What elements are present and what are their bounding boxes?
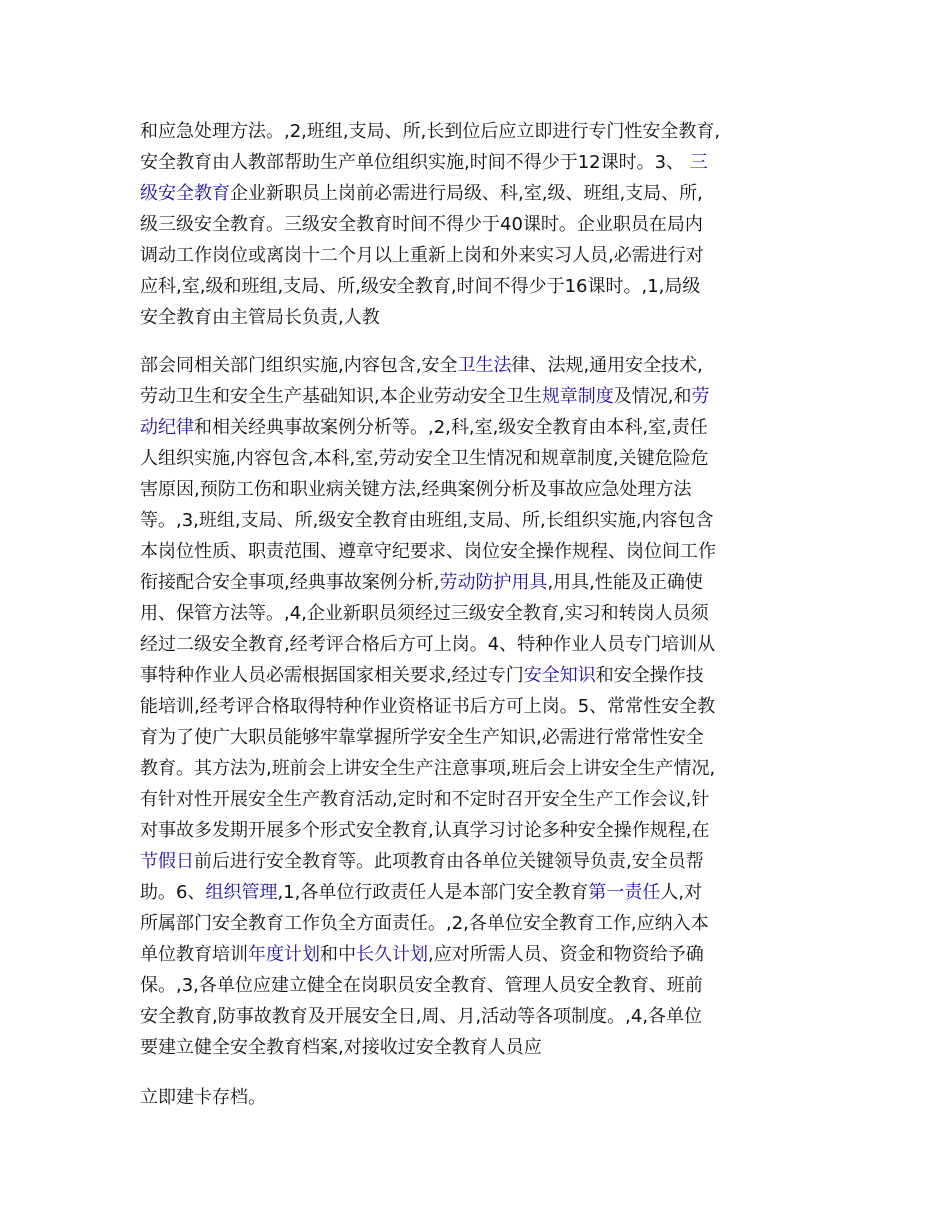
inline-link[interactable]: 动纪律	[140, 417, 194, 438]
paragraph-3	[140, 1082, 812, 1113]
text-line	[140, 846, 812, 877]
inline-link[interactable]: 组织管理	[205, 882, 278, 903]
inline-link[interactable]: 规章制度	[541, 386, 614, 407]
text-segment: ,用具,性能及正确使	[547, 572, 703, 593]
paragraph-1	[140, 116, 812, 333]
text-segment: 能培训,经考评合格取得特种作业资格证书后方可上岗。5、常常性安全教	[140, 696, 716, 717]
text-segment: 害原因,预防工伤和职业病关键方法,经典案例分析及事故应急处理方法	[140, 479, 692, 500]
text-line	[140, 443, 812, 474]
inline-link[interactable]: 年度计划	[248, 944, 320, 965]
text-segment: 企业新职员上岗前必需进行局级、科,室,级、班组,支局、所,	[230, 183, 703, 204]
text-line	[140, 350, 812, 381]
text-segment: 经过二级安全教育,经考评合格后方可上岗。4、特种作业人员专门培训从	[140, 634, 716, 655]
text-line	[140, 753, 812, 784]
text-line	[140, 178, 812, 209]
text-line	[140, 660, 812, 691]
text-segment: 安全教育由主管局长负责,人教	[140, 307, 380, 328]
text-segment: 保。,3,各单位应建立健全在岗职员安全教育、管理人员安全教育、班前	[140, 975, 703, 996]
inline-link[interactable]: 卫生法	[457, 355, 512, 376]
text-segment: 事特种作业人员必需根据国家相关要求,经过专门	[140, 665, 524, 686]
text-line	[140, 877, 812, 908]
text-line	[140, 302, 812, 333]
text-segment: 人,对	[660, 882, 703, 903]
text-segment: 本岗位性质、职责范围、遵章守纪要求、岗位安全操作规程、岗位间工作	[140, 541, 716, 562]
inline-link[interactable]: 节假日	[140, 851, 194, 872]
text-segment: 所属部门安全教育工作负全方面责任。,2,各单位安全教育工作,应纳入本	[140, 913, 709, 934]
text-line	[140, 908, 812, 939]
inline-link[interactable]: 劳	[691, 386, 710, 407]
text-segment: 及情况,和	[613, 386, 692, 407]
text-segment: 有针对性开展安全生产教育活动,定时和不定时召开安全生产工作会议,针	[140, 789, 710, 810]
text-line	[140, 598, 812, 629]
inline-link[interactable]: 级安全教育	[140, 183, 230, 204]
text-line	[140, 505, 812, 536]
text-line	[140, 240, 812, 271]
text-segment: 安全教育,防事故教育及开展安全日,周、月,活动等各项制度。,4,各单位	[140, 1006, 703, 1027]
text-line	[140, 1001, 812, 1032]
text-segment: 安全教育由人教部帮助生产单位组织实施,时间不得少于12课时。3、	[140, 152, 690, 173]
text-line	[140, 381, 812, 412]
text-segment: 劳动卫生和安全生产基础知识,本企业劳动安全卫生	[140, 386, 542, 407]
text-line	[140, 474, 812, 505]
text-segment: 调动工作岗位或离岗十二个月以上重新上岗和外来实习人员,必需进行对	[140, 245, 704, 266]
text-line	[140, 271, 812, 302]
text-segment: 和相关经典事故案例分析等。,2,科,室,级安全教育由本科,室,责任	[194, 417, 708, 438]
text-segment: 和安全操作技	[595, 665, 704, 686]
inline-link[interactable]: 三	[689, 152, 708, 173]
text-segment: 部会同相关部门组织实施,内容包含,安全	[140, 355, 458, 376]
text-line	[140, 116, 812, 147]
text-segment: 用、保管方法等。,4,企业新职员须经过三级安全教育,实习和转岗人员须	[140, 603, 709, 624]
text-segment: ,应对所需人员、资金和物资给予确	[428, 944, 704, 965]
text-segment: 和中	[320, 944, 356, 965]
inline-link[interactable]: 第一责任	[588, 882, 661, 903]
text-line	[140, 722, 812, 753]
text-segment: 单位教育培训	[140, 944, 248, 965]
text-line	[140, 1082, 812, 1113]
text-segment: 人组织实施,内容包含,本科,室,劳动安全卫生情况和规章制度,关键危险危	[140, 448, 709, 469]
text-segment: 和应急处理方法。,2,班组,支局、所,长到位后应立即进行专门性安全教育,	[140, 121, 721, 142]
text-segment: 等。,3,班组,支局、所,级安全教育由班组,支局、所,长组织实施,内容包含	[140, 510, 714, 531]
text-segment: ,1,各单位行政责任人是本部门安全教育	[277, 882, 589, 903]
text-segment: 律、法规,通用安全技术,	[511, 355, 703, 376]
inline-link[interactable]: 长久计划	[356, 944, 428, 965]
text-segment: 要建立健全安全教育档案,对接收过安全教育人员应	[140, 1037, 542, 1058]
text-segment: 级三级安全教育。三级安全教育时间不得少于40课时。企业职员在局内	[140, 214, 703, 235]
text-line	[140, 939, 812, 970]
text-line	[140, 567, 812, 598]
text-line	[140, 784, 812, 815]
text-segment: 教育。其方法为,班前会上讲安全生产注意事项,班后会上讲安全生产情况,	[140, 758, 716, 779]
text-line	[140, 815, 812, 846]
text-segment: 衔接配合安全事项,经典事故案例分析,	[140, 572, 440, 593]
text-segment: 育为了使广大职员能够牢靠掌握所学安全生产知识,必需进行常常性安全	[140, 727, 704, 748]
text-line	[140, 629, 812, 660]
inline-link[interactable]: 安全知识	[523, 665, 596, 686]
text-line	[140, 412, 812, 443]
text-line	[140, 691, 812, 722]
text-segment: 应科,室,级和班组,支局、所,级安全教育,时间不得少于16课时。,1,局级	[140, 276, 701, 297]
text-line	[140, 1032, 812, 1063]
text-line	[140, 970, 812, 1001]
text-segment: 对事故多发期开展多个形式安全教育,认真学习讨论多种安全操作规程,在	[140, 820, 710, 841]
text-segment: 助。6、	[140, 882, 206, 903]
paragraph-2	[140, 350, 812, 1063]
text-line	[140, 147, 812, 178]
text-segment: 立即建卡存档。	[140, 1087, 266, 1108]
inline-link[interactable]: 劳动防护用具	[439, 572, 548, 593]
text-line	[140, 209, 812, 240]
text-segment: 前后进行安全教育等。此项教育由各单位关键领导负责,安全员帮	[194, 851, 704, 872]
text-line	[140, 536, 812, 567]
